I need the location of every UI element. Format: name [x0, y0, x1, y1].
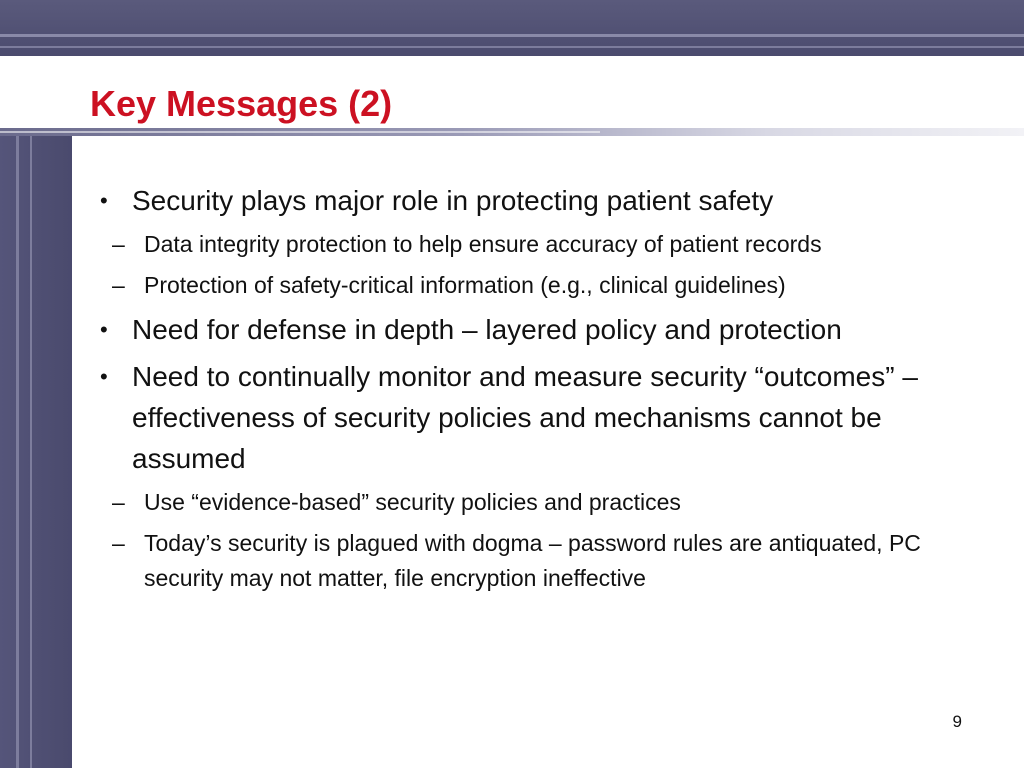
top-band-stripe: [0, 46, 1024, 48]
sub-bullet-item: [100, 526, 980, 596]
bullet-text: Security plays major role in protecting patient safety: [132, 185, 774, 216]
bullet-item: [100, 309, 980, 350]
left-decorative-band: [0, 136, 72, 768]
left-band-stripe: [30, 136, 32, 768]
dash-icon: –: [112, 530, 125, 556]
dash-icon: –: [112, 231, 125, 257]
bullet-list: [100, 180, 980, 596]
sub-bullet-item: [100, 268, 980, 303]
sub-bullet-group: [100, 485, 980, 596]
sub-bullet-group: [100, 227, 980, 303]
dash-icon: –: [112, 272, 125, 298]
sub-bullet-item: [100, 485, 980, 520]
sub-bullet-list: [100, 485, 980, 596]
bullet-item: [100, 356, 980, 479]
slide-content: [100, 180, 980, 602]
sub-bullet-item: [100, 227, 980, 262]
sub-bullet-text: Use “evidence-based” security policies and practices: [144, 489, 681, 515]
bullet-icon: •: [100, 364, 108, 389]
bullet-text: Need to continually monitor and measure security “outcomes” – effectiveness of security policies and mechanisms cannot be assumed: [132, 361, 918, 474]
bullet-item: [100, 180, 980, 221]
bullet-icon: •: [100, 317, 108, 342]
bullet-icon: •: [100, 188, 108, 213]
sub-bullet-text: Protection of safety-critical information (e.g., clinical guidelines): [144, 272, 786, 298]
bullet-text: Need for defense in depth – layered policy and protection: [132, 314, 842, 345]
page-number: 9: [952, 712, 962, 731]
dash-icon: –: [112, 489, 125, 515]
title-underline-bar: [0, 128, 1024, 136]
sub-bullet-text: Data integrity protection to help ensure accuracy of patient records: [144, 231, 822, 257]
top-band-stripe: [0, 34, 1024, 37]
sub-bullet-text: Today’s security is plagued with dogma – password rules are antiquated, PC security may not matter, file encryption ineffective: [144, 530, 921, 591]
top-decorative-band: [0, 0, 1024, 56]
left-band-stripe: [16, 136, 19, 768]
sub-bullet-list: [100, 227, 980, 303]
slide-title: Key Messages (2): [90, 83, 393, 124]
title-underline-highlight: [0, 131, 600, 133]
